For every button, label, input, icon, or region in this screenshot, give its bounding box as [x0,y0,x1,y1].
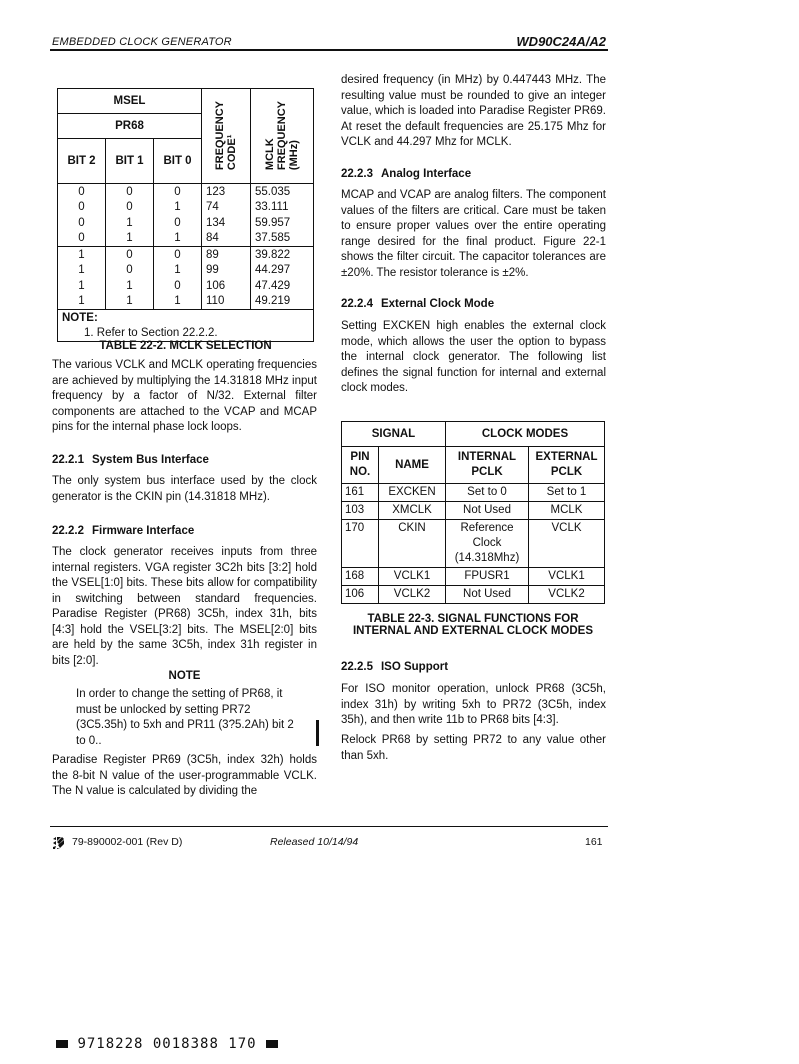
table-cell: VCLK1 [379,568,446,586]
table-cell: EXCKEN [379,484,446,502]
note-title: NOTE [168,670,201,682]
section-22-2-4-heading: 22.2.4 External Clock Mode [341,298,495,310]
table-cell: Reference Clock (14.318Mhz) [446,520,529,568]
table-cell: 0 [154,184,202,200]
section-22-2-1-heading: 22.2.1 System Bus Interface [52,454,209,466]
table-row [58,231,314,247]
system-bus-paragraph: The only system bus interface used by the clock generator is the CKIN pin (14.31818 MHz). [52,475,317,503]
external-clock-paragraph: Setting EXCKEN high enables the external clock mode, which allows the user the option to bypass the internal clock generator. The following list defines the signal function for internal and external clock modes. [341,320,606,394]
bit1-header: BIT 1 [106,139,154,184]
table-cell: 55.035 [251,184,314,200]
table-cell: 170 [342,520,379,568]
table-cell: 47.429 [251,278,314,294]
table-cell: 59.957 [251,215,314,231]
barcode-line [56,1036,278,1052]
clock-modes-header: CLOCK MODES [446,422,605,447]
release-date: Released 10/14/94 [270,836,359,848]
table-cell: 1 [106,278,154,294]
section-22-2-3-heading: 22.2.3 Analog Interface [341,168,472,180]
table-cell: 0 [106,200,154,216]
footer-rule [50,826,608,827]
change-bar [316,720,319,746]
table-cell: 0 [58,184,106,200]
msel-header: MSEL [58,89,202,114]
barcode-block-right [266,1040,278,1048]
page-number: 161 [585,836,603,848]
table-cell: VCLK2 [529,586,605,604]
table-cell: 99 [202,263,251,279]
table-row [58,278,314,294]
note-text: In order to change the setting of PR68, it must be unlocked by setting PR72 (3C5.35h) to 5xh and PR11 (3?5.2Ah) bit 2 to 0.. [76,688,294,747]
table-cell: 0 [106,247,154,263]
frequency-paragraph: desired frequency (in MHz) by 0.447443 MHz. The resulting value must be rounded to give an integer value, which is loaded into Paradise Register PR69. At reset the default frequencies are 25.175 Mhz for VCLK and 44.297 Mhz for MCLK. [341,74,606,148]
table-22-3-caption: TABLE 22-3. SIGNAL FUNCTIONS FOR INTERNAL AND EXTERNAL CLOCK MODES [352,613,594,637]
internal-pclk-header: INTERNAL PCLK [446,447,529,484]
document-number: 79-890002-001 (Rev D) [72,836,183,848]
mclk-frequency-header: MCLK FREQUENCY (MHz) [251,89,314,184]
table-note-label: NOTE: [58,310,314,326]
table-cell: 39.822 [251,247,314,263]
pr68-header: PR68 [58,114,202,139]
table-row [342,502,605,520]
table-cell: 74 [202,200,251,216]
table-cell: 0 [58,231,106,247]
table-cell: 0 [106,263,154,279]
table-cell: 33.111 [251,200,314,216]
table-row [58,263,314,279]
table-cell: VCLK2 [379,586,446,604]
table-cell: 0 [154,247,202,263]
signal-functions-table [341,421,605,604]
section-22-2-5-heading: 22.2.5 ISO Support [341,661,449,673]
table-cell: 110 [202,294,251,310]
signal-header: SIGNAL [342,422,446,447]
table-row [342,520,605,568]
table-cell: 1 [154,200,202,216]
table-cell: 1 [106,215,154,231]
table-cell: 1 [154,294,202,310]
running-header-right: WD90C24A/A2 [516,34,606,49]
table-cell: Not Used [446,502,529,520]
table-row [58,200,314,216]
table-cell: VCLK1 [529,568,605,586]
table-cell: 106 [202,278,251,294]
table-row [342,568,605,586]
table-cell: FPUSR1 [446,568,529,586]
table-cell: XMCLK [379,502,446,520]
frequency-code-header: FREQUENCY CODE¹ [202,89,251,184]
running-header-left: EMBEDDED CLOCK GENERATOR [52,36,232,48]
barcode-text: 9718228 0018388 170 [77,1036,257,1052]
table-cell: Not Used [446,586,529,604]
table-cell: 103 [342,502,379,520]
table-cell: 44.297 [251,263,314,279]
table-cell: 106 [342,586,379,604]
table-row [58,247,314,263]
table-cell: 1 [58,263,106,279]
table-cell: 89 [202,247,251,263]
analog-interface-paragraph: MCAP and VCAP are analog filters. The component values of the filters are critical. Care must be taken to ensure proper values over the entire operating range desired for the final product. Figure 22-1 shows the filter circuit. The capacitor tolerances are ±20%. The resistor tolerance is ±2%. [341,189,606,279]
table-cell: 49.219 [251,294,314,310]
table-cell: 134 [202,215,251,231]
firmware-paragraph: The clock generator receives inputs from three internal registers. VGA register 3C2h bits [3:2] hold the VSEL[1:0] bits. These bits allow for compatibility in switching between standard frequencies. Paradise Register (PR68) 3C5h, index 31h, bits [4:3] hold the VSEL[3:2] bits. The MSEL[2:0] bits are held by the same 3C5h, index 31h register in bits [2:0]. [52,546,317,667]
bit2-header: BIT 2 [58,139,106,184]
table-cell: 1 [154,231,202,247]
table-cell: 0 [154,278,202,294]
table-row [58,294,314,310]
table-cell: 1 [106,294,154,310]
intro-paragraph: The various VCLK and MCLK operating frequencies are achieved by multiplying the 14.31818 MHz input frequency by a factor of N/32. External filter components are attached to the VCAP and MCAP pins for the internal phase lock loops. [52,359,317,433]
table-22-2-caption: TABLE 22-2. MCLK SELECTION [99,340,272,352]
table-cell: Set to 1 [529,484,605,502]
table-row [342,484,605,502]
table-cell: 1 [154,263,202,279]
table-cell: 168 [342,568,379,586]
table-row [58,215,314,231]
table-cell: 1 [58,294,106,310]
name-header: NAME [379,447,446,484]
section-22-2-2-heading: 22.2.2 Firmware Interface [52,525,195,537]
table-cell: VCLK [529,520,605,568]
table-cell: 0 [58,200,106,216]
table-cell: 0 [154,215,202,231]
relock-paragraph: Relock PR68 by setting PR72 to any value other than 5xh. [341,734,606,762]
table-cell: 0 [58,215,106,231]
table-cell: Set to 0 [446,484,529,502]
table-note-text: 1. Refer to Section 22.2.2. [58,326,314,342]
barcode-block-left [56,1040,68,1048]
table-cell: 0 [106,184,154,200]
external-pclk-header: EXTERNAL PCLK [529,447,605,484]
iso-support-paragraph: For ISO monitor operation, unlock PR68 (3C5h, index 31h) by writing 5xh to PR72 (3C5h, index 35h), and then write 11b to PR68 bits [4:3]. [341,683,606,726]
table-cell: CKIN [379,520,446,568]
company-logo-icon [52,836,65,850]
pr69-paragraph: Paradise Register PR69 (3C5h, index 32h) holds the 8-bit N value of the user-programmable VCLK. The N value is calculated by dividing the [52,754,317,797]
table-cell: 1 [58,247,106,263]
table-row [342,586,605,604]
table-cell: 84 [202,231,251,247]
table-cell: 123 [202,184,251,200]
table-row [58,184,314,200]
table-cell: MCLK [529,502,605,520]
table-cell: 37.585 [251,231,314,247]
header-rule [50,49,608,51]
pin-no-header: PIN NO. [342,447,379,484]
table-cell: 1 [58,278,106,294]
table-cell: 161 [342,484,379,502]
bit0-header: BIT 0 [154,139,202,184]
table-cell: 1 [106,231,154,247]
mclk-selection-table [57,88,314,342]
